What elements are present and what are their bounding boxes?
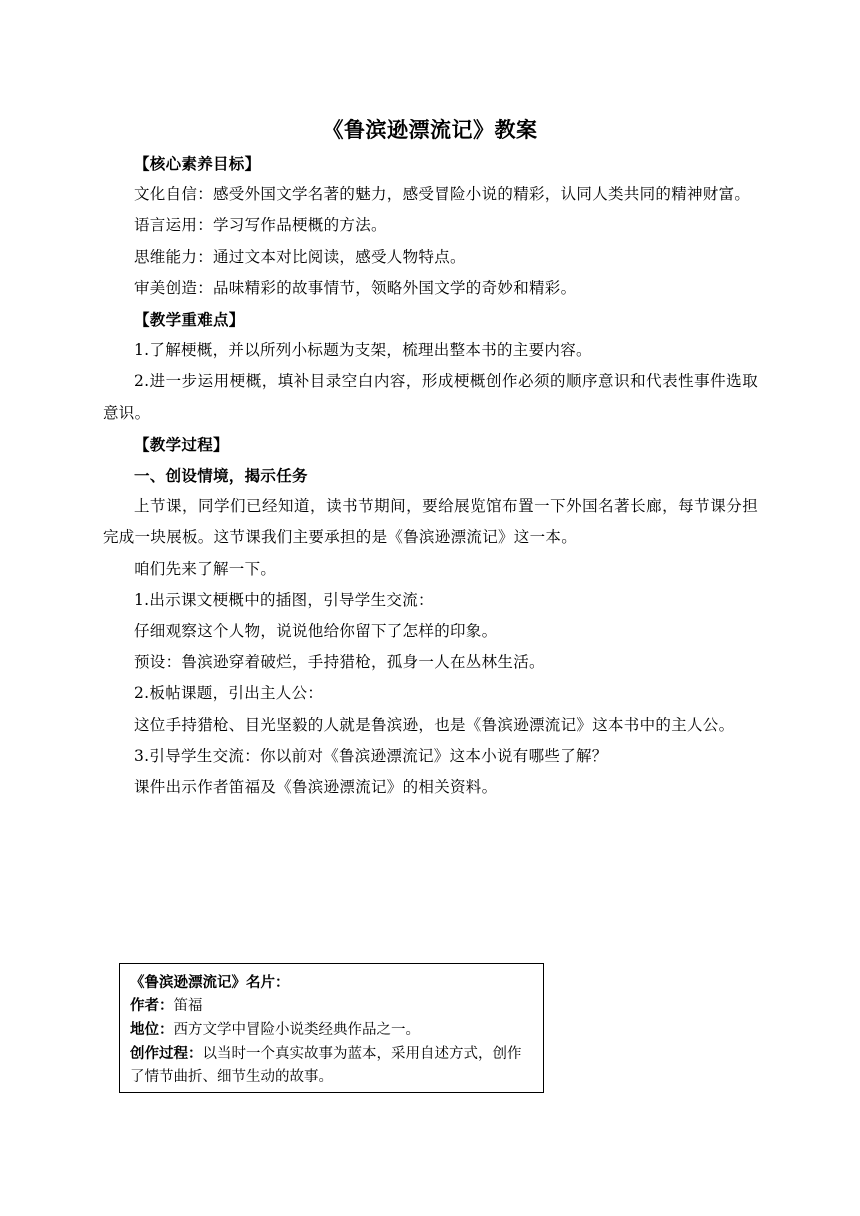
paragraph-2: 咱们先来了解一下。 [134,559,277,578]
document-body [103,148,758,803]
card-status-value: 西方文学中冒险小说类经典作品之一。 [173,1022,420,1038]
card-heading: 《鲁滨逊漂流记》名片： [130,974,290,991]
card-status-row [130,1018,533,1042]
card-author-value: 笛福 [173,998,203,1014]
card-status-label: 地位： [130,1021,174,1038]
card-process-value: 以当时一个真实故事为蓝本，采用自述方式，创作了情节曲折、细节生动的故事。 [130,1046,522,1085]
key-points-heading: 【教学重难点】 [134,310,245,330]
document-title: 《鲁滨逊漂流记》教案 [322,117,538,142]
list-item-2: 2.板帖课题，引出主人公： [134,684,324,703]
book-info-card [119,963,544,1093]
core-goals-heading: 【核心素养目标】 [134,154,261,173]
goal-thinking: 思维能力：通过文本对比阅读，感受人物特点。 [134,247,466,266]
card-author-row [130,994,533,1018]
list-item-1: 1.出示课文梗概中的插图，引导学生交流： [134,590,434,609]
paragraph-4: 预设：鲁滨逊穿着破烂，手持猎枪，孤身一人在丛林生活。 [134,653,545,672]
paragraph-1: 上节课，同学们已经知道，读书节期间，要给展览馆布置一下外国名著长廊，每节课分担完成一块展板。这节课我们主要承担的是《鲁滨逊漂流记》这一本。 [103,497,758,547]
paragraph-5: 这位手持猎枪、目光坚毅的人就是鲁滨逊，也是《鲁滨逊漂流记》这本书中的主人公。 [134,715,735,734]
card-author-label: 作者： [130,997,174,1014]
card-process-label: 创作过程： [130,1045,203,1062]
paragraph-6: 课件出示作者笛福及《鲁滨逊漂流记》的相关资料。 [134,778,498,797]
paragraph-3: 仔细观察这个人物，说说他给你留下了怎样的印象。 [134,622,498,641]
step-1-heading: 一、创设情境，揭示任务 [134,466,308,486]
card-process-row [130,1042,533,1089]
list-item-3: 3.引导学生交流：你以前对《鲁滨逊漂流记》这本小说有哪些了解？ [134,746,608,765]
goal-culture: 文化自信：感受外国文学名著的魅力，感受冒险小说的精彩，认同人类共同的精神财富。 [134,185,751,204]
goal-aesthetic: 审美创造：品味精彩的故事情节，领略外国文学的奇妙和精彩。 [134,278,577,297]
goal-language: 语言运用：学习写作品梗概的方法。 [134,216,387,235]
process-heading: 【教学过程】 [134,434,229,454]
key-point-1: 1.了解梗概，并以所列小标题为支架，梳理出整本书的主要内容。 [134,341,592,360]
key-point-2: 2.进一步运用梗概，填补目录空白内容，形成梗概创作必须的顺序意识和代表性事件选取意识。 [103,372,758,422]
